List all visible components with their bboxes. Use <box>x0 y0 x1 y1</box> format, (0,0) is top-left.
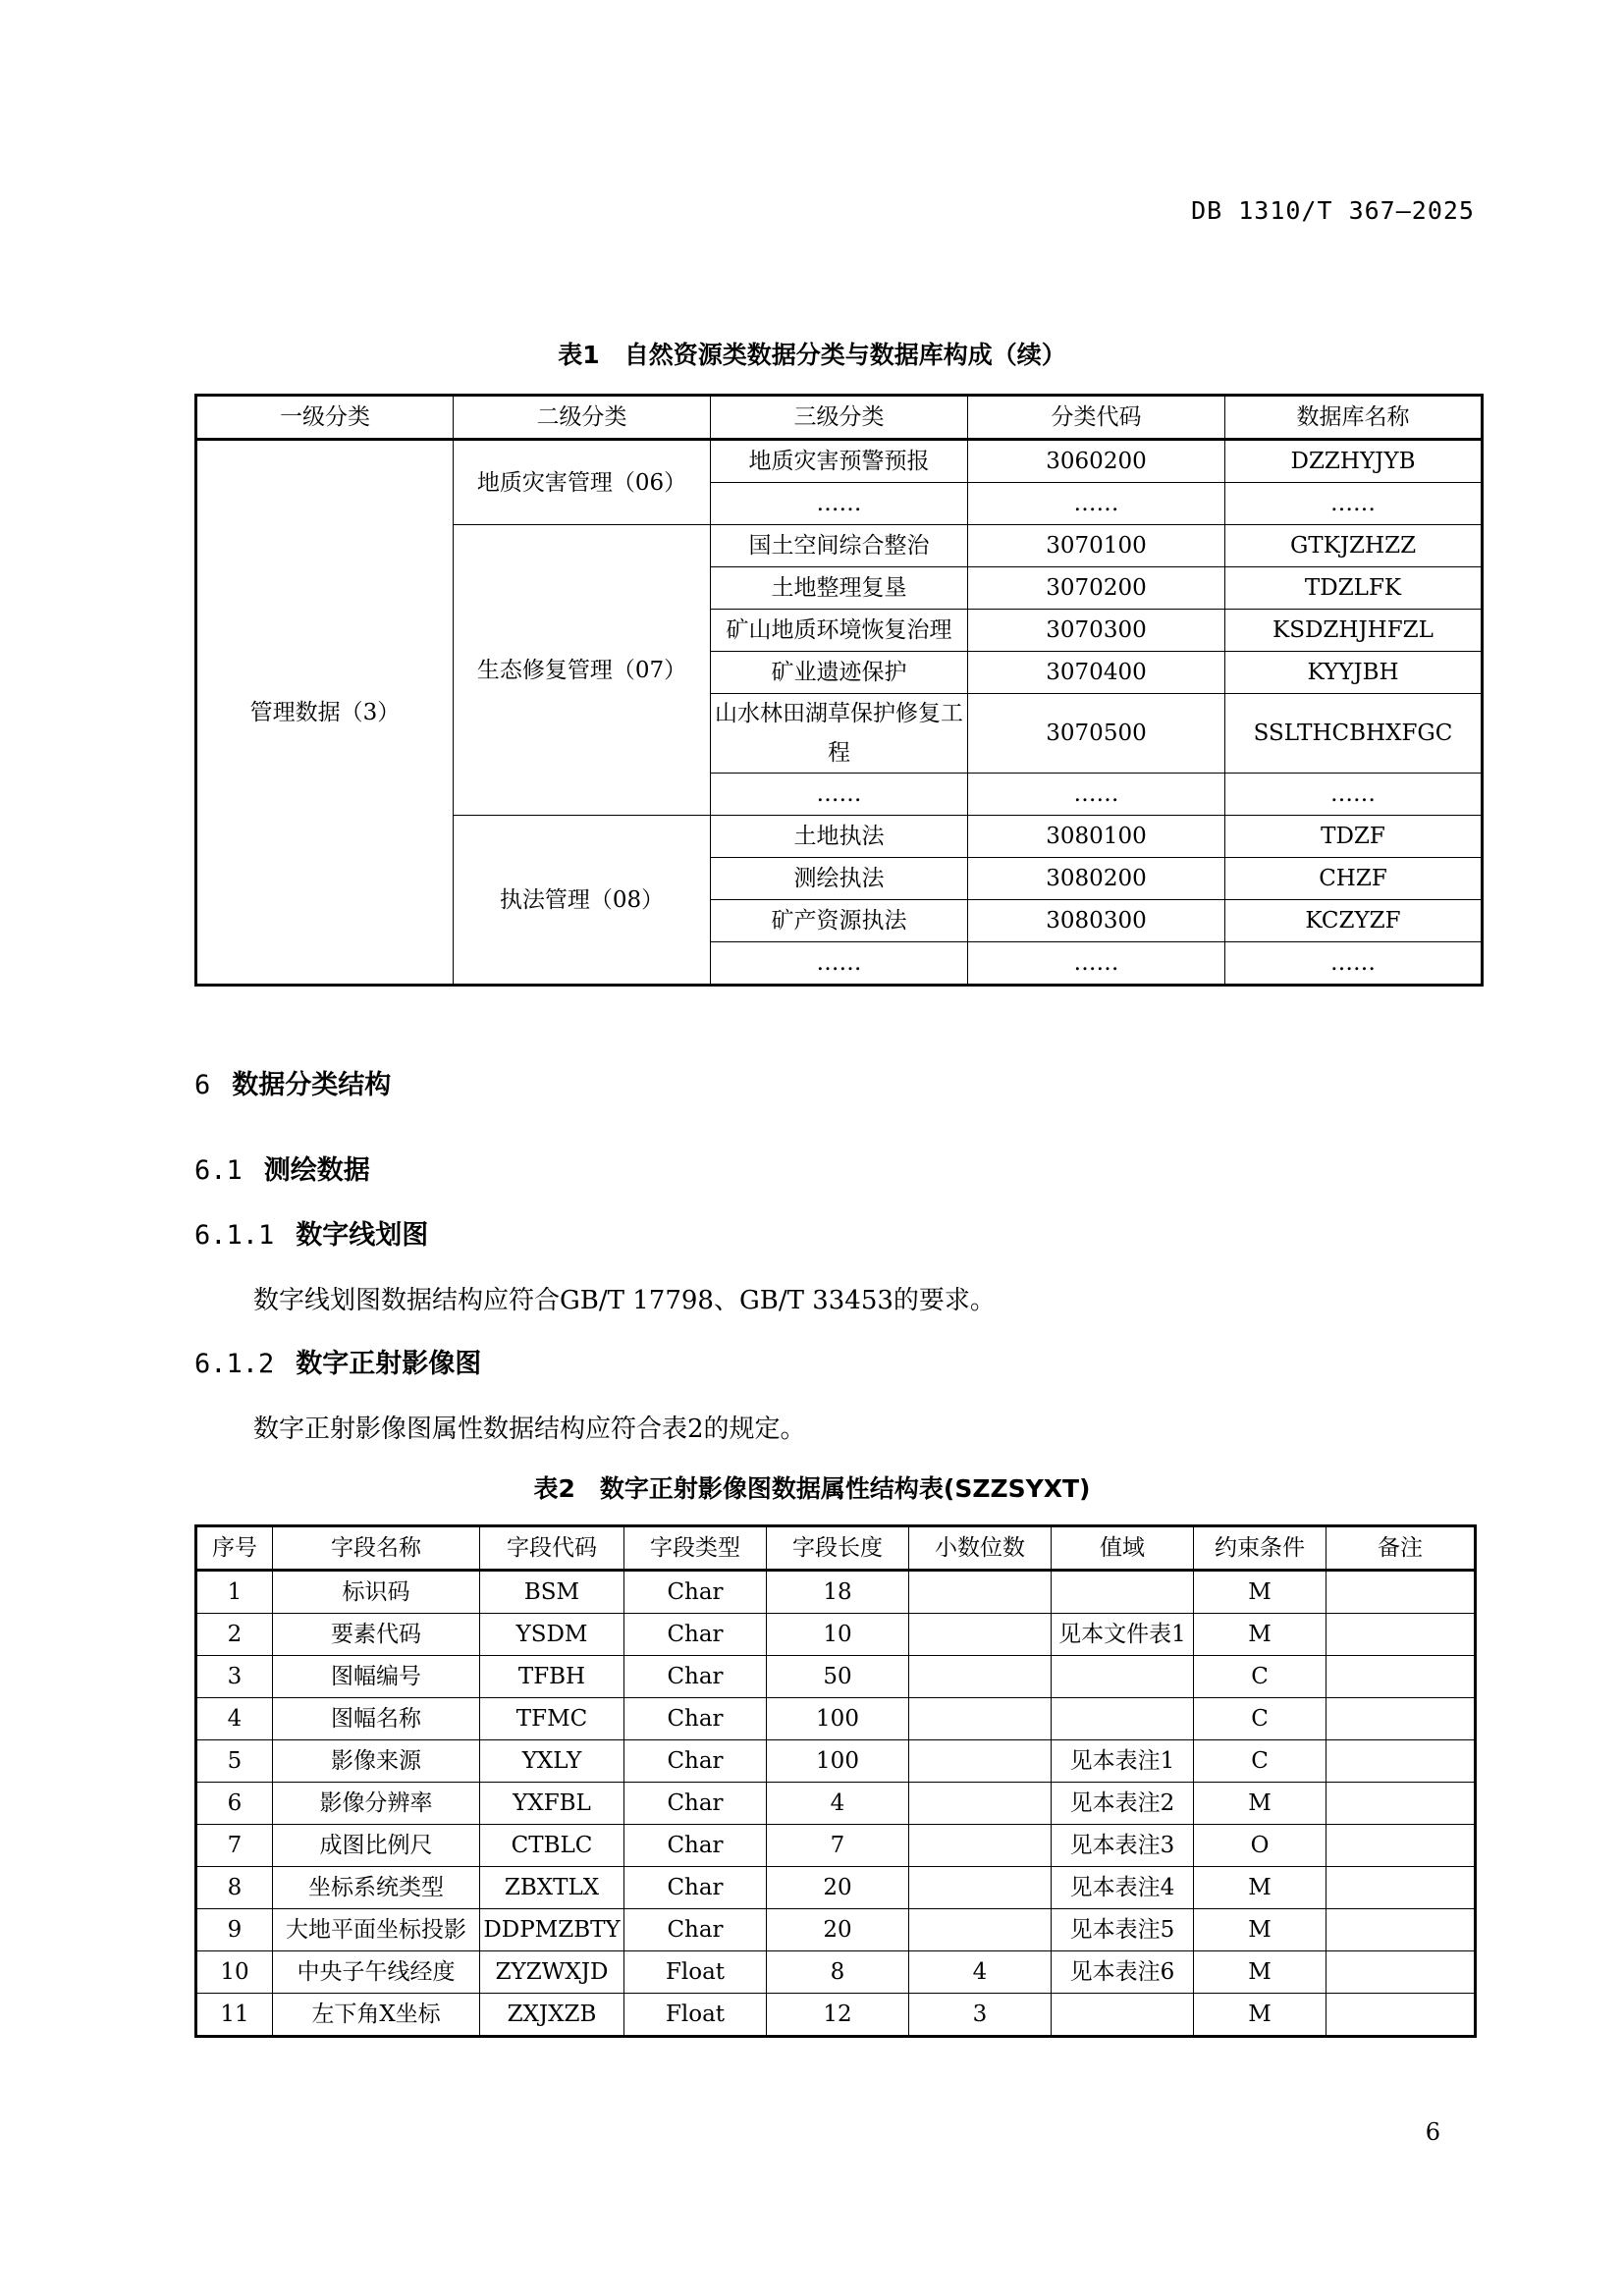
dbname-cell: SSLTHCBHXFGC <box>1225 694 1483 774</box>
dbname-cell: CHZF <box>1225 858 1483 900</box>
decimal-places-cell: 4 <box>909 1951 1052 1994</box>
field-name-cell: 影像分辨率 <box>273 1783 480 1825</box>
table2-col-header: 字段代码 <box>480 1526 624 1571</box>
level2-cell: 生态修复管理（07） <box>454 525 711 816</box>
table2-body <box>196 1571 1476 2037</box>
table-row <box>196 1825 1476 1867</box>
constraint-cell: M <box>1194 1614 1326 1656</box>
field-length-cell: 4 <box>767 1783 909 1825</box>
field-type-cell: Char <box>624 1571 767 1614</box>
constraint-cell: M <box>1194 1783 1326 1825</box>
table-row <box>196 440 1483 483</box>
constraint-cell: M <box>1194 1909 1326 1951</box>
field-name-cell: 中央子午线经度 <box>273 1951 480 1994</box>
section-number: 6.1.1 <box>194 1220 275 1251</box>
field-type-cell: Char <box>624 1740 767 1783</box>
table-row <box>196 1994 1476 2037</box>
dbname-cell: KYYJBH <box>1225 652 1483 694</box>
decimal-places-cell <box>909 1698 1052 1740</box>
dbname-cell: KSDZHJHFZL <box>1225 610 1483 652</box>
field-length-cell: 8 <box>767 1951 909 1994</box>
level1-cell: 管理数据（3） <box>196 440 454 986</box>
section-title: 数字正射影像图 <box>296 1349 482 1379</box>
field-code-cell: DDPMZBTY <box>480 1909 624 1951</box>
value-domain-cell: 见本表注5 <box>1052 1909 1194 1951</box>
paragraph: 数字正射影像图属性数据结构应符合表2的规定。 <box>253 1415 806 1444</box>
table-row <box>196 1909 1476 1951</box>
value-domain-cell: 见本表注6 <box>1052 1951 1194 1994</box>
table2-caption: 表2 数字正射影像图数据属性结构表(SZZSYXT) <box>533 1474 1091 1503</box>
field-type-cell: Char <box>624 1909 767 1951</box>
level3-cell: …… <box>711 483 968 525</box>
remark-cell <box>1326 1656 1476 1698</box>
field-length-cell: 7 <box>767 1825 909 1867</box>
code-cell: 3080200 <box>968 858 1225 900</box>
code-cell: 3060200 <box>968 440 1225 483</box>
field-length-cell: 18 <box>767 1571 909 1614</box>
table-row <box>196 1783 1476 1825</box>
section-heading <box>194 1342 481 1380</box>
decimal-places-cell <box>909 1656 1052 1698</box>
remark-cell <box>1326 1571 1476 1614</box>
level3-cell: 地质灾害预警预报 <box>711 440 968 483</box>
table1-col-header: 二级分类 <box>454 396 711 440</box>
field-name-cell: 图幅名称 <box>273 1698 480 1740</box>
document-code: DB 1310/T 367—2025 <box>1191 196 1475 225</box>
decimal-places-cell <box>909 1783 1052 1825</box>
code-cell: 3080300 <box>968 900 1225 942</box>
remark-cell <box>1326 1951 1476 1994</box>
level3-cell: 矿山地质环境恢复治理 <box>711 610 968 652</box>
section-heading <box>194 1063 391 1101</box>
table2-col-header: 小数位数 <box>909 1526 1052 1571</box>
constraint-cell: M <box>1194 1951 1326 1994</box>
remark-cell <box>1326 1614 1476 1656</box>
index-cell: 10 <box>196 1951 273 1994</box>
index-cell: 4 <box>196 1698 273 1740</box>
field-code-cell: BSM <box>480 1571 624 1614</box>
section-number: 6.1.2 <box>194 1349 275 1379</box>
table-row <box>196 1571 1476 1614</box>
code-cell: …… <box>968 942 1225 986</box>
table2-col-header: 约束条件 <box>1194 1526 1326 1571</box>
field-type-cell: Float <box>624 1994 767 2037</box>
code-cell: 3070300 <box>968 610 1225 652</box>
table-row <box>196 1951 1476 1994</box>
level3-cell: 山水林田湖草保护修复工程 <box>711 694 968 774</box>
field-code-cell: YXLY <box>480 1740 624 1783</box>
value-domain-cell: 见本文件表1 <box>1052 1614 1194 1656</box>
paragraph: 数字线划图数据结构应符合GB/T 17798、GB/T 33453的要求。 <box>253 1286 996 1315</box>
decimal-places-cell: 3 <box>909 1994 1052 2037</box>
field-name-cell: 影像来源 <box>273 1740 480 1783</box>
table-row <box>196 1740 1476 1783</box>
field-code-cell: TFBH <box>480 1656 624 1698</box>
level2-cell: 执法管理（08） <box>454 816 711 986</box>
dbname-cell: DZZHYJYB <box>1225 440 1483 483</box>
remark-cell <box>1326 1698 1476 1740</box>
decimal-places-cell <box>909 1909 1052 1951</box>
constraint-cell: M <box>1194 1994 1326 2037</box>
field-code-cell: ZXJXZB <box>480 1994 624 2037</box>
remark-cell <box>1326 1909 1476 1951</box>
table1-col-header: 一级分类 <box>196 396 454 440</box>
section-title: 数字线划图 <box>296 1220 429 1251</box>
level3-cell: 测绘执法 <box>711 858 968 900</box>
constraint-cell: M <box>1194 1867 1326 1909</box>
index-cell: 6 <box>196 1783 273 1825</box>
field-name-cell: 标识码 <box>273 1571 480 1614</box>
index-cell: 11 <box>196 1994 273 2037</box>
classification-table <box>194 394 1484 987</box>
section-title: 测绘数据 <box>263 1155 370 1186</box>
value-domain-cell <box>1052 1698 1194 1740</box>
level3-cell: …… <box>711 942 968 986</box>
code-cell: …… <box>968 483 1225 525</box>
section-heading <box>194 1213 428 1252</box>
dbname-cell: TDZF <box>1225 816 1483 858</box>
field-type-cell: Char <box>624 1698 767 1740</box>
dbname-cell: TDZLFK <box>1225 567 1483 610</box>
value-domain-cell <box>1052 1656 1194 1698</box>
constraint-cell: M <box>1194 1571 1326 1614</box>
field-length-cell: 100 <box>767 1740 909 1783</box>
index-cell: 7 <box>196 1825 273 1867</box>
field-code-cell: CTBLC <box>480 1825 624 1867</box>
table-row <box>196 1698 1476 1740</box>
page-number: 6 <box>1425 2118 1440 2146</box>
field-code-cell: YXFBL <box>480 1783 624 1825</box>
value-domain-cell <box>1052 1994 1194 2037</box>
constraint-cell: C <box>1194 1698 1326 1740</box>
code-cell: 3080100 <box>968 816 1225 858</box>
constraint-cell: C <box>1194 1740 1326 1783</box>
field-type-cell: Char <box>624 1825 767 1867</box>
field-type-cell: Char <box>624 1783 767 1825</box>
table2-col-header: 序号 <box>196 1526 273 1571</box>
table2-col-header: 字段类型 <box>624 1526 767 1571</box>
constraint-cell: C <box>1194 1656 1326 1698</box>
attribute-table <box>194 1524 1477 2038</box>
section-number: 6.1 <box>194 1155 243 1186</box>
field-name-cell: 坐标系统类型 <box>273 1867 480 1909</box>
decimal-places-cell <box>909 1867 1052 1909</box>
decimal-places-cell <box>909 1571 1052 1614</box>
table1-col-header: 数据库名称 <box>1225 396 1483 440</box>
table-row <box>196 1656 1476 1698</box>
table1-col-header: 分类代码 <box>968 396 1225 440</box>
decimal-places-cell <box>909 1740 1052 1783</box>
level3-cell: 矿产资源执法 <box>711 900 968 942</box>
index-cell: 8 <box>196 1867 273 1909</box>
section-title: 数据分类结构 <box>232 1070 392 1100</box>
field-length-cell: 20 <box>767 1909 909 1951</box>
level2-cell: 地质灾害管理（06） <box>454 440 711 525</box>
field-length-cell: 100 <box>767 1698 909 1740</box>
index-cell: 2 <box>196 1614 273 1656</box>
table1-header-row <box>196 396 1483 440</box>
field-name-cell: 要素代码 <box>273 1614 480 1656</box>
code-cell: 3070100 <box>968 525 1225 567</box>
decimal-places-cell <box>909 1614 1052 1656</box>
index-cell: 5 <box>196 1740 273 1783</box>
field-length-cell: 50 <box>767 1656 909 1698</box>
constraint-cell: O <box>1194 1825 1326 1867</box>
dbname-cell: KCZYZF <box>1225 900 1483 942</box>
field-type-cell: Char <box>624 1867 767 1909</box>
field-type-cell: Char <box>624 1614 767 1656</box>
field-length-cell: 12 <box>767 1994 909 2037</box>
value-domain-cell: 见本表注3 <box>1052 1825 1194 1867</box>
code-cell: 3070400 <box>968 652 1225 694</box>
index-cell: 3 <box>196 1656 273 1698</box>
dbname-cell: …… <box>1225 942 1483 986</box>
field-length-cell: 20 <box>767 1867 909 1909</box>
dbname-cell: …… <box>1225 774 1483 816</box>
value-domain-cell: 见本表注1 <box>1052 1740 1194 1783</box>
table2-col-header: 字段长度 <box>767 1526 909 1571</box>
table1-col-header: 三级分类 <box>711 396 968 440</box>
field-code-cell: TFMC <box>480 1698 624 1740</box>
table-row <box>196 1867 1476 1909</box>
decimal-places-cell <box>909 1825 1052 1867</box>
index-cell: 9 <box>196 1909 273 1951</box>
dbname-cell: GTKJZHZZ <box>1225 525 1483 567</box>
level3-cell: 国土空间综合整治 <box>711 525 968 567</box>
remark-cell <box>1326 1783 1476 1825</box>
level3-cell: 矿业遗迹保护 <box>711 652 968 694</box>
field-name-cell: 大地平面坐标投影 <box>273 1909 480 1951</box>
table2-col-header: 备注 <box>1326 1526 1476 1571</box>
field-type-cell: Char <box>624 1656 767 1698</box>
table-row <box>196 1614 1476 1656</box>
field-code-cell: YSDM <box>480 1614 624 1656</box>
table2-col-header: 值域 <box>1052 1526 1194 1571</box>
table2-header-row <box>196 1526 1476 1571</box>
field-length-cell: 10 <box>767 1614 909 1656</box>
field-type-cell: Float <box>624 1951 767 1994</box>
section-heading <box>194 1148 370 1187</box>
value-domain-cell: 见本表注4 <box>1052 1867 1194 1909</box>
field-name-cell: 图幅编号 <box>273 1656 480 1698</box>
value-domain-cell: 见本表注2 <box>1052 1783 1194 1825</box>
code-cell: …… <box>968 774 1225 816</box>
level3-cell: 土地整理复垦 <box>711 567 968 610</box>
level3-cell: 土地执法 <box>711 816 968 858</box>
field-code-cell: ZBXTLX <box>480 1867 624 1909</box>
field-name-cell: 左下角X坐标 <box>273 1994 480 2037</box>
code-cell: 3070500 <box>968 694 1225 774</box>
remark-cell <box>1326 1994 1476 2037</box>
field-code-cell: ZYZWXJD <box>480 1951 624 1994</box>
dbname-cell: …… <box>1225 483 1483 525</box>
remark-cell <box>1326 1825 1476 1867</box>
value-domain-cell <box>1052 1571 1194 1614</box>
level3-cell: …… <box>711 774 968 816</box>
table1-caption: 表1 自然资源类数据分类与数据库构成（续） <box>558 341 1066 369</box>
field-name-cell: 成图比例尺 <box>273 1825 480 1867</box>
table2-col-header: 字段名称 <box>273 1526 480 1571</box>
code-cell: 3070200 <box>968 567 1225 610</box>
remark-cell <box>1326 1867 1476 1909</box>
section-number: 6 <box>194 1070 211 1100</box>
index-cell: 1 <box>196 1571 273 1614</box>
remark-cell <box>1326 1740 1476 1783</box>
